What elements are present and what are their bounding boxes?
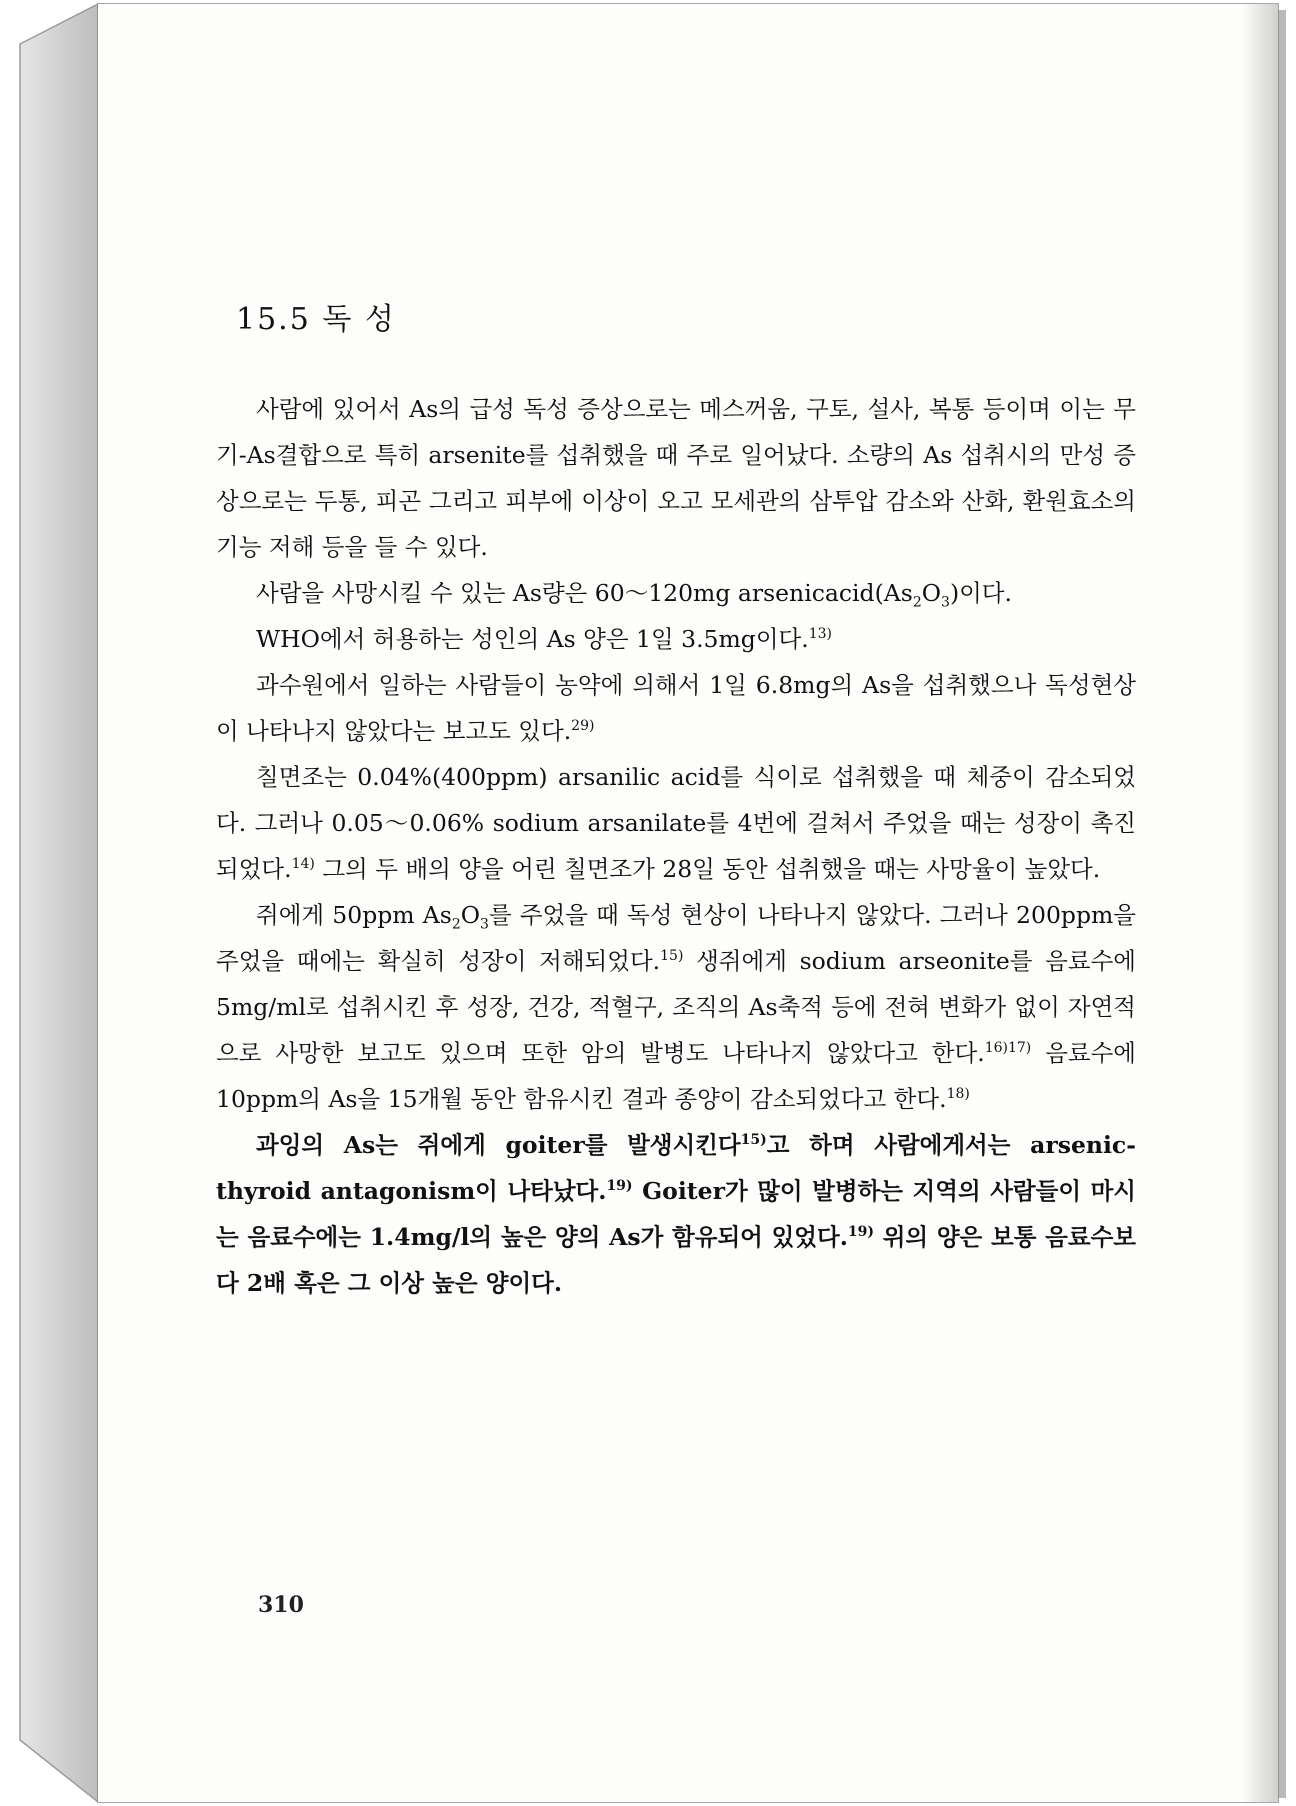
paragraph-text: 과잉의 As는 쥐에게 goiter를 발생시킨다: [256, 1131, 741, 1159]
paragraph-text: 위의 양은 보통 음료수보다 2배 혹은 그 이상 높은 양이다.: [216, 1223, 1136, 1297]
paragraph-text: 과수원에서 일하는 사람들이 농약에 의해서 1일 6.8mg의 As을 섭취했으나 독성현상이 나타나지 않았다는 보고도 있다.: [216, 671, 1136, 745]
paragraph-text: 사람을 사망시킬 수 있는 As량은 60～120mg arsenicacid(As: [256, 579, 913, 607]
paragraph-text: 그의 두 배의 양을 어린 칠면조가 28일 동안 섭취했을 때는 사망율이 높았다.: [314, 855, 1101, 883]
chemical-subscript: 3: [941, 594, 950, 611]
paragraphs: [216, 386, 1136, 1306]
reference-superscript: 13): [808, 626, 832, 643]
paragraph-text: 고 하며 사람에게서는 arsenic-thyroid antagonism이 나타났다.: [216, 1131, 1136, 1205]
paragraph-text: 칠면조는 0.04%(400ppm) arsanilic acid를 식이로 섭취했을 때 체중이 감소되었다. 그러나 0.05～0.06% sodium arsanilate를 4번에 걸쳐서 주었을 때는 성장이 촉진되었다.: [216, 763, 1136, 883]
paragraph-text: 생쥐에게 sodium arseonite를 음료수에 5mg/ml로 섭취시킨 후 성장, 건강, 적혈구, 조직의 As축적 등에 전혀 변화가 없이 자연적으로 사망한 보고도 있으며 또한 암의 발병도 나타나지 않았다고 한다.: [216, 947, 1136, 1067]
paragraph-7: [216, 1122, 1136, 1306]
section-number: 15.5: [236, 302, 311, 337]
section-title: 독 성: [322, 302, 396, 337]
paragraph-text: 를 주었을 때 독성 현상이 나타나지 않았다. 그러나 200ppm을 주었을 때에는 확실히 성장이 저해되었다.: [216, 901, 1136, 975]
reference-superscript: 14): [291, 856, 315, 873]
paragraph-text: WHO에서 허용하는 성인의 As 양은 1일 3.5mg이다.: [256, 625, 809, 653]
paragraph-text: 사람에 있어서 As의 급성 독성 증상으로는 메스꺼움, 구토, 설사, 복통 등이며 이는 무기-As결합으로 특히 arsenite를 섭취했을 때 주로 일어났다. 소량의 As 섭취시의 만성 증상으로는 두통, 피곤 그리고 피부에 이상이 오고 모세관의 삼투압 감소와 산화, 환원효소의 기능 저해 등을 들 수 있다.: [216, 395, 1136, 561]
chemical-subscript: 2: [451, 916, 461, 933]
reference-superscript: 29): [571, 718, 595, 735]
paragraph-3: [216, 616, 1136, 662]
page-shadow: [1242, 4, 1278, 1802]
paragraph-text: Goiter가 많이 발병하는 지역의 사람들이 마시는 음료수에는 1.4mg/l의 높은 양의 As가 함유되어 있었다.: [216, 1177, 1136, 1251]
page-body: [216, 294, 1136, 1306]
paragraph-text: 쥐에게 50ppm As: [256, 901, 452, 929]
chemical-subscript: 2: [912, 594, 922, 611]
paragraph-text: 음료수에 10ppm의 As을 15개월 동안 함유시킨 결과 종양이 감소되었다고 한다.: [216, 1039, 1137, 1113]
reference-superscript: 19): [606, 1178, 633, 1195]
paragraph-text: O: [460, 901, 481, 929]
reference-superscript: 16)17): [984, 1040, 1032, 1057]
paragraph-2: [216, 570, 1136, 616]
paragraph-4: [216, 662, 1136, 754]
page-number: 310: [258, 1592, 304, 1618]
reference-superscript: 18): [946, 1086, 970, 1103]
reference-superscript: 19): [847, 1224, 874, 1241]
reference-superscript: 15): [660, 948, 684, 965]
paragraph-6: [216, 892, 1136, 1122]
book-page: [98, 4, 1278, 1802]
paragraph-text: )이다.: [949, 579, 1012, 607]
chemical-subscript: 3: [480, 916, 489, 933]
reference-superscript: 15): [740, 1132, 767, 1149]
section-heading: [236, 294, 1136, 338]
paragraph-text: O: [921, 579, 942, 607]
paragraph-1: [216, 386, 1136, 570]
paragraph-5: [216, 754, 1136, 892]
